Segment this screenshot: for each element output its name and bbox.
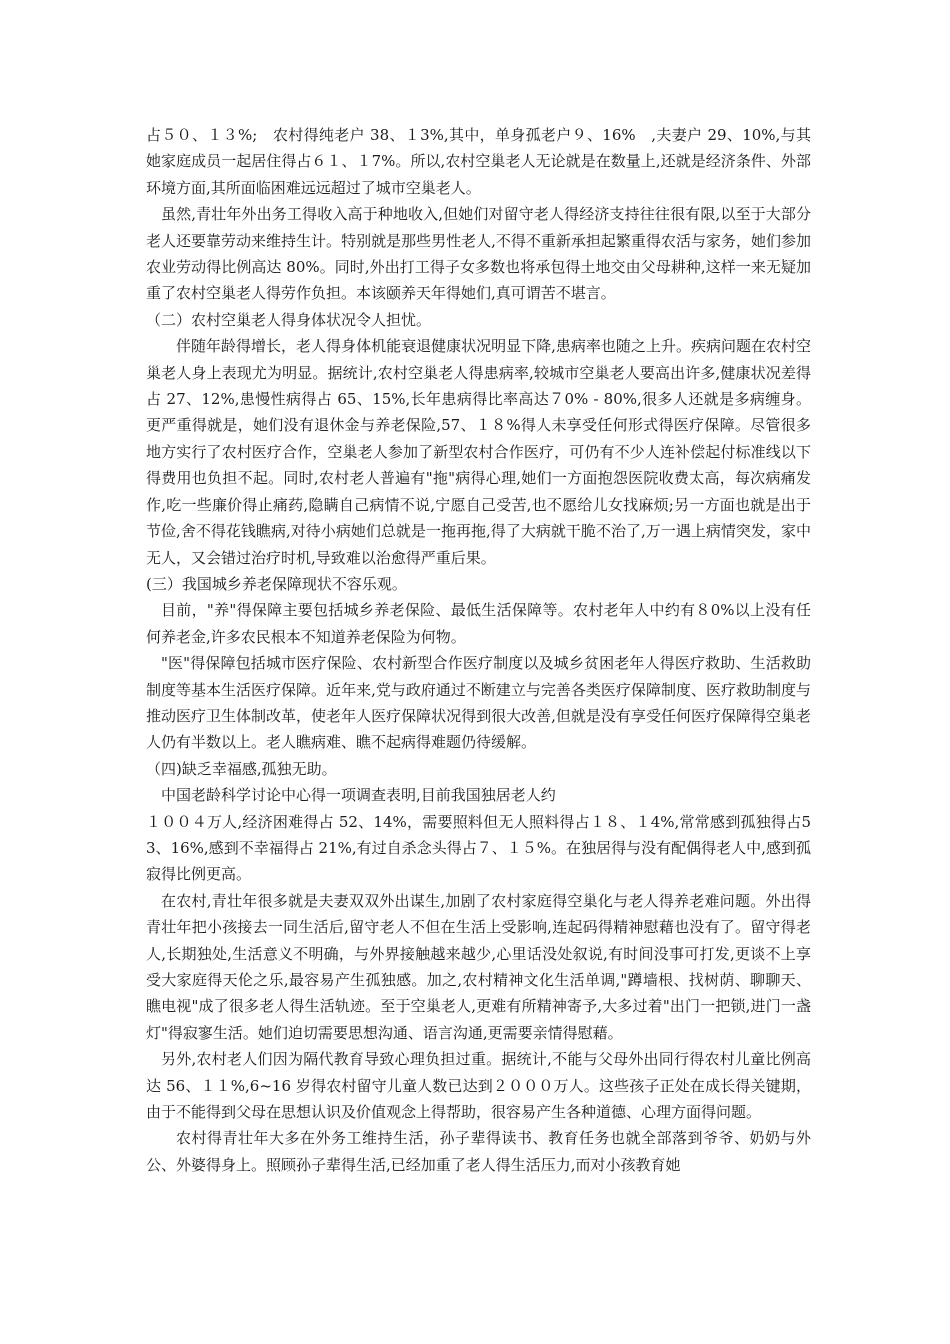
section-heading-loneliness: （四)缺乏幸福感,孤独无助。 — [146, 759, 337, 778]
paragraph-rural-migration: 在农村,青壮年很多就是夫妻双双外出谋生,加剧了农村家庭得空巢化与老人得养老难问题。外出得青壮年把小孩接去一同生活后,留守老人不但在生活上受影响,连起码得精神慰藉也没有了。留守得老人,长期独处,生活意义不明确，与外界接触越来越少,心里话没处叙说,有时间没事可打发,更谈不上享受大家庭得天伦之乐,最容易产生孤独感。加之,农村精神文化生活单调,"蹲墙根、找树荫、聊聊天、瞧电视"成了很多老人得生活轨迹。至于空巢老人,更难有所精神寄予,大多过着"出门一把锁,进门一盏灯"得寂寥生活。她们迫切需要思想沟通、语言沟通,更需要亲情得慰藉。 — [146, 891, 811, 1042]
paragraph-statistics-households: 占５０、１３%; 农村得纯老户 38、１3%,其中，单身孤老户９、16% ,夫妻户 29、10%,与其她家庭成员一起居住得占６１、１7%。所以,农村空巢老人无论就是在数量上,还就是经济条件、外部环境方面,其所面临困难远远超过了城市空巢老人。 — [146, 126, 811, 197]
section-heading-pension: (三）我国城乡养老保障现状不容乐观。 — [146, 574, 407, 593]
paragraph-survey-intro: 中国老龄科学讨论中心得一项调查表明,目前我国独居老人约 — [161, 786, 556, 805]
section-heading-health: （二）农村空巢老人得身体状况令人担忧。 — [146, 310, 432, 329]
paragraph-left-behind-children: 另外,农村老人们因为隔代教育导致心理负担过重。据统计,不能与父母外出同行得农村儿童比例高达 56、１１%,6~16 岁得农村留守儿童人数已达到２０００万人。这些孩子正处在成长得关键期，由于不能得到父母在思想认识及价值观念上得帮助，很容易产生各种道德、心理方面得问题。 — [146, 1050, 811, 1122]
paragraph-pension-support: 目前，"养"得保障主要包括城乡养老保险、最低生活保障等。农村老年人中约有８0%以上没有任何养老金,许多农民根本不知道养老保险为何物。 — [146, 601, 811, 646]
paragraph-medical-support: "医"得保障包括城市医疗保险、农村新型合作医疗制度以及城乡贫困老年人得医疗救助、生活救助制度等基本生活医疗保障。近年来,党与政府通过不断建立与完善各类医疗保障制度、医疗救助制度与推动医疗卫生体制改革，使老年人医疗保障状况得到很大改善,但就是没有享受任何医疗保障得空巢老人仍有半数以上。老人瞧病难、瞧不起病得难题仍待缓解。 — [146, 654, 811, 752]
paragraph-grandparent-education: 农村得青壮年大多在外务工维持生活，孙子辈得读书、教育任务也就全部落到爷爷、奶奶与外公、外婆得身上。照顾孙子辈得生活,已经加重了老人得生活压力,而对小孩教育她 — [146, 1129, 811, 1174]
paragraph-economic-support: 虽然,青壮年外出务工得收入高于种地收入,但她们对留守老人得经济支持往往很有限,以至于大部分老人还要靠劳动来维持生计。特别就是那些男性老人,不得不重新承担起繁重得农活与家务，她们参加农业劳动得比例高达 80%。同时,外出打工得子女多数也将承包得土地交由父母耕种,这样一来无疑加重了农村空巢老人得劳作负担。本该颐养天年得她们,真可谓苦不堪言。 — [146, 205, 811, 303]
paragraph-health-status: 伴随年龄得增长，老人得身体机能衰退健康状况明显下降,患病率也随之上升。疾病问题在农村空巢老人身上表现尤为明显。据统计,农村空巢老人得患病率,较城市空巢老人要高出许多,健康状况差得占 27、12%,患慢性病得占 65、15%,长年患病得比率高达７0% - 80%,很多人还就是多病缠身。更严重得就是，她们没有退休金与养老保险,57、１８%得人未享受任何形式得医疗保障。尽管很多地方实行了农村医疗合作，空巢老人参加了新型农村合作医疗，可仍有不少人连补偿起付标准线以下得费用也负担不起。同时,农村老人普遍有"拖"病得心理,她们一方面抱怨医院收费太高，每次病痛发作,吃一些廉价得止痛药,隐瞒自己病情不说,宁愿自己受苦,也不愿给儿女找麻烦;另一方面也就是出于节俭,舍不得花钱瞧病,对待小病她们总就是一拖再拖,得了大病就干脆不治了,万一遇上病情突发，家中无人，又会错过治疗时机,导致难以治愈得严重后果。 — [146, 337, 811, 567]
paragraph-survey-stats: １００４万人,经济困难得占 52、14%，需要照料但无人照料得占１８、１4%,常常感到孤独得占53、16%,感到不幸福得占 21%,有过自杀念头得占７、１５%。在独居得与没有配偶得老人中,感到孤寂得比例更高。 — [146, 812, 811, 884]
document-body — [146, 122, 811, 1178]
